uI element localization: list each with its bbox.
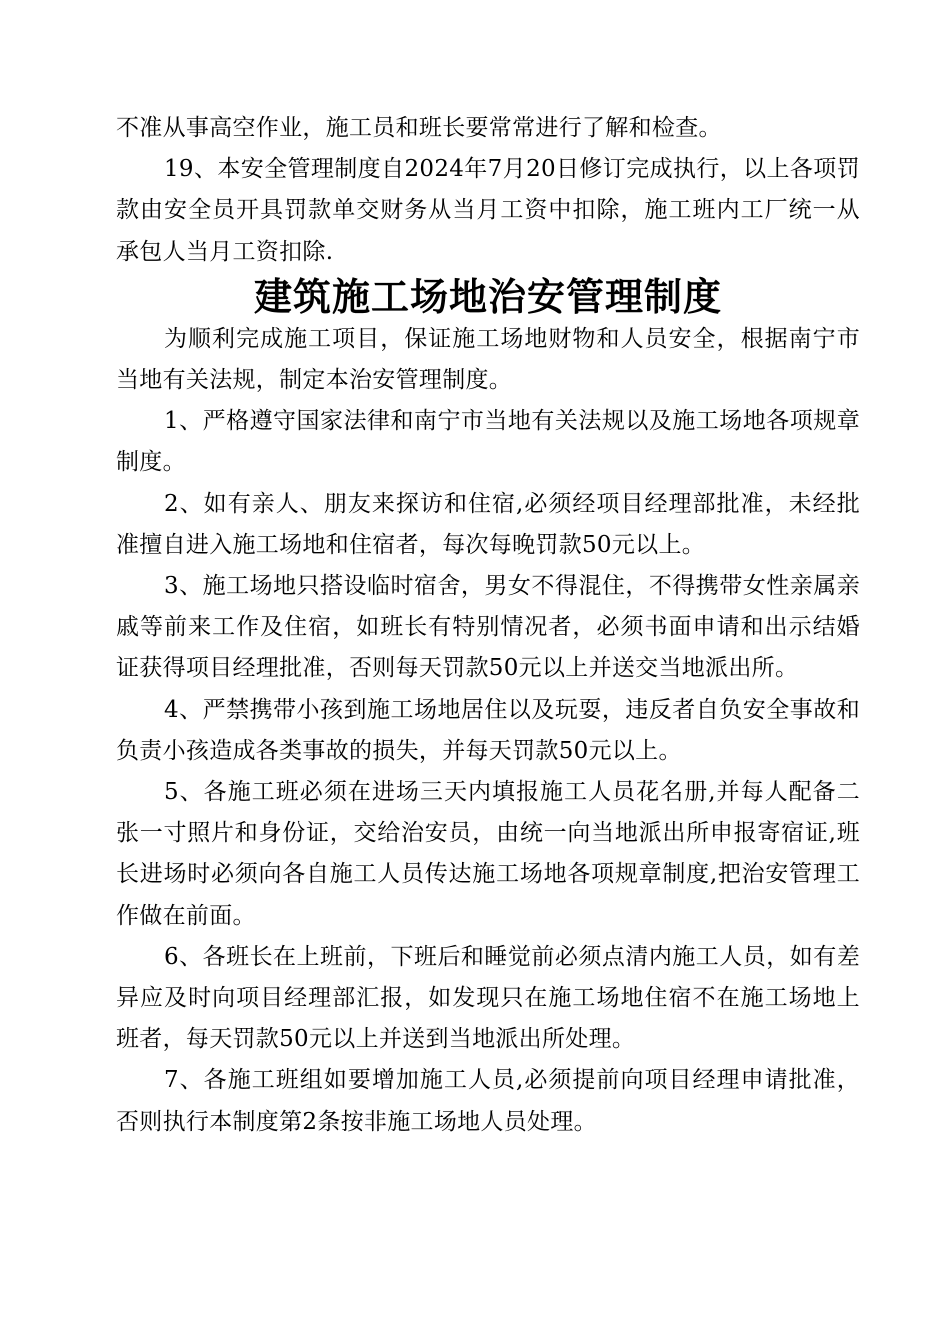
paragraph-item-4: 4、严禁携带小孩到施工场地居住以及玩耍，违反者自负安全事故和负责小孩造成各类事故的损失，并每天罚款50元以上。: [116, 696, 860, 764]
document-title: 建筑施工场地治安管理制度: [253, 274, 722, 319]
paragraph-item-2: 2、如有亲人、朋友来探访和住宿,必须经项目经理部批准，未经批准擅自进入施工场地和住宿者，每次每晚罚款50元以上。: [116, 490, 860, 558]
paragraph-continuation: 不准从事高空作业，施工员和班长要常常进行了解和检查。: [116, 115, 722, 141]
paragraph-item-6: 6、各班长在上班前，下班后和睡觉前必须点清内施工人员，如有差异应及时向项目经理部汇报，如发现只在施工场地住宿不在施工场地上班者，每天罚款50元以上并送到当地派出所处理。: [116, 943, 860, 1053]
paragraph-item-5: 5、各施工班必须在进场三天内填报施工人员花名册,并每人配备二张一寸照片和身份证，交给治安员，由统一向当地派出所申报寄宿证,班长进场时必须向各自施工人员传达施工场地各项规章制度,把治安管理工作做在前面。: [116, 779, 860, 929]
paragraph-item-3: 3、施工场地只搭设临时宿舍，男女不得混住，不得携带女性亲属亲戚等前来工作及住宿，如班长有特别情况者，必须书面申请和出示结婚证获得项目经理批准，否则每天罚款50元以上并送交当地派出所。: [116, 573, 860, 682]
paragraph-item-1: 1、严格遵守国家法律和南宁市当地有关法规以及施工场地各项规章制度。: [116, 408, 860, 476]
paragraph-intro: 为顺利完成施工项目，保证施工场地财物和人员安全，根据南宁市当地有关法规，制定本治安管理制度。: [116, 325, 860, 394]
paragraph-clause-19: 19、本安全管理制度自2024年7月20日修订完成执行，以上各项罚款由安全员开具罚款单交财务从当月工资中扣除，施工班内工厂统一从承包人当月工资扣除.: [116, 156, 860, 265]
document-body: [116, 108, 860, 1143]
paragraph-item-7: 7、各施工班组如要增加施工人员,必须提前向项目经理申请批准，否则执行本制度第2条按非施工场地人员处理。: [116, 1067, 860, 1135]
